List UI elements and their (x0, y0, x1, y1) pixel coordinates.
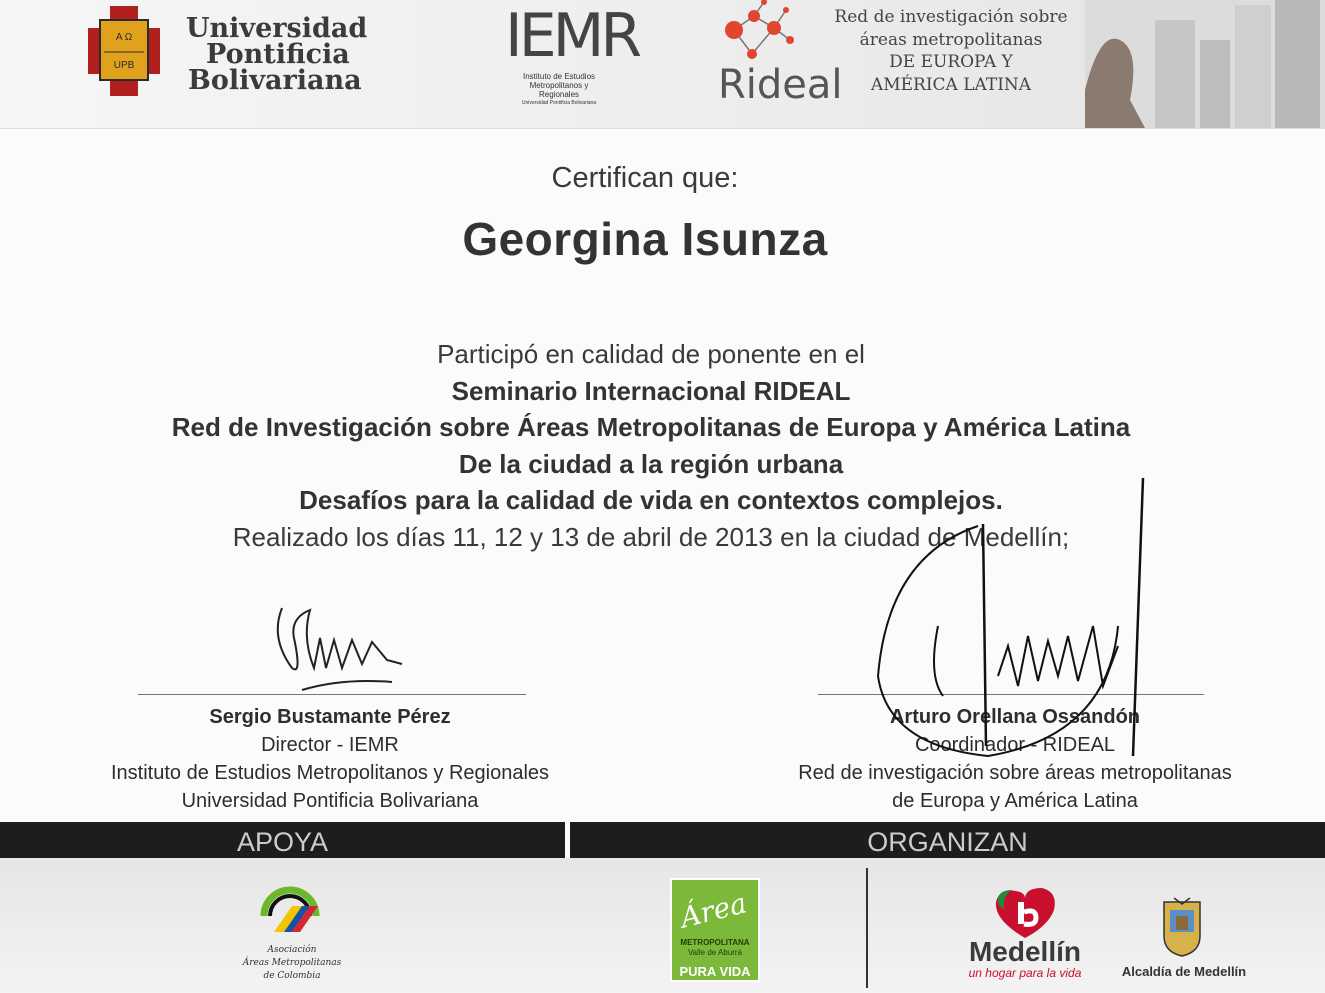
rideal-description-line: DE EUROPA Y (889, 52, 1013, 72)
iemr-logo (505, 1, 639, 106)
area-slogan: PURA VIDA (679, 964, 751, 979)
seminar-title: Seminario Internacional RIDEAL (451, 375, 851, 406)
medellin-slogan: un hogar para la vida (968, 966, 1082, 980)
upb-name-line: Bolivariana (188, 65, 362, 96)
signatory-org-line: Instituto de Estudios Metropolitanos y Regionales (110, 762, 550, 784)
iemr-subtitle-line: Instituto de Estudios (522, 72, 596, 81)
body-line: Participó en calidad de ponente en el (437, 339, 865, 369)
rideal-wordmark: Rideal (718, 62, 843, 108)
apoya-band: APOYA (0, 822, 565, 858)
signatory-org-line: Red de investigación sobre áreas metropolitanas (798, 762, 1232, 784)
signature-line-left (138, 694, 526, 695)
rideal-description-line: Red de investigación sobre (834, 7, 1068, 27)
signatory-name: Arturo Orellana Ossandón (889, 706, 1141, 728)
medellin-wordmark: Medellín (968, 936, 1081, 967)
upb-name (186, 13, 368, 96)
alcaldia-label: Alcaldía de Medellín (1121, 964, 1247, 979)
iemr-mark: IEMR (505, 1, 639, 71)
recipient-name: Georgina Isunza (462, 213, 828, 265)
upb-name-line: Universidad (186, 13, 368, 44)
signatory-title: Director - IEMR (261, 734, 399, 756)
medellin-heart-icon (990, 884, 1060, 940)
organizan-band: ORGANIZAN (570, 822, 1325, 858)
area-line: Valle de Aburrá (687, 948, 743, 957)
signature-right (868, 476, 1168, 776)
iemr-subtitle-line: Universidad Pontificia Bolivariana (521, 100, 597, 106)
signatory-org-line: de Europa y América Latina (892, 790, 1138, 812)
signatory-left (60, 703, 600, 815)
rideal-description-line: áreas metropolitanas (859, 29, 1043, 50)
iemr-subtitle-line: Metropolitanos y Regionales (529, 81, 589, 99)
asociacion-line: Áreas Metropolitanas (242, 958, 342, 968)
seminar-theme: Desafíos para la calidad de vida en contextos complejos. (299, 485, 1003, 515)
upb-crest-logo (88, 6, 160, 96)
signatory-org-line: Universidad Pontificia Bolivariana (181, 790, 479, 812)
asociacion-line: Asociación (267, 945, 317, 955)
asociacion-text (230, 944, 354, 983)
signatory-name: Sergio Bustamante Pérez (209, 706, 451, 728)
event-dates-line: Realizado los días 11, 12 y 13 de abril de 2013 en la ciudad de Medellín; (232, 521, 1070, 552)
alcaldia-coat-of-arms-icon (1160, 896, 1204, 958)
rideal-description (820, 6, 1082, 96)
upb-name-line: Pontificia (206, 39, 350, 70)
rideal-description-line: AMÉRICA LATINA (870, 74, 1032, 95)
asociacion-areas-metro-logo (256, 872, 324, 940)
asociacion-line: de Colombia (263, 971, 321, 981)
network-title: Red de Investigación sobre Áreas Metropolitanas de Europa y América Latina (171, 412, 1131, 442)
header-banner (0, 0, 1325, 129)
footer-divider (866, 868, 868, 988)
crest-text-top: Α Ω (115, 32, 133, 43)
signature-left (262, 598, 412, 698)
crest-text-bottom: UPB (113, 60, 135, 71)
area-line: METROPOLITANA (680, 938, 750, 947)
cityscape-image (1085, 0, 1325, 128)
area-metropolitana-logo (670, 878, 760, 982)
rideal-network-icon (712, 0, 812, 68)
iemr-subtitle (509, 72, 609, 108)
area-script: Área (677, 886, 750, 935)
signatory-title: Coordinador - RIDEAL (914, 734, 1116, 756)
seminar-subtitle: De la ciudad a la región urbana (458, 448, 844, 479)
certificate-intro: Certifican que: (551, 162, 739, 194)
